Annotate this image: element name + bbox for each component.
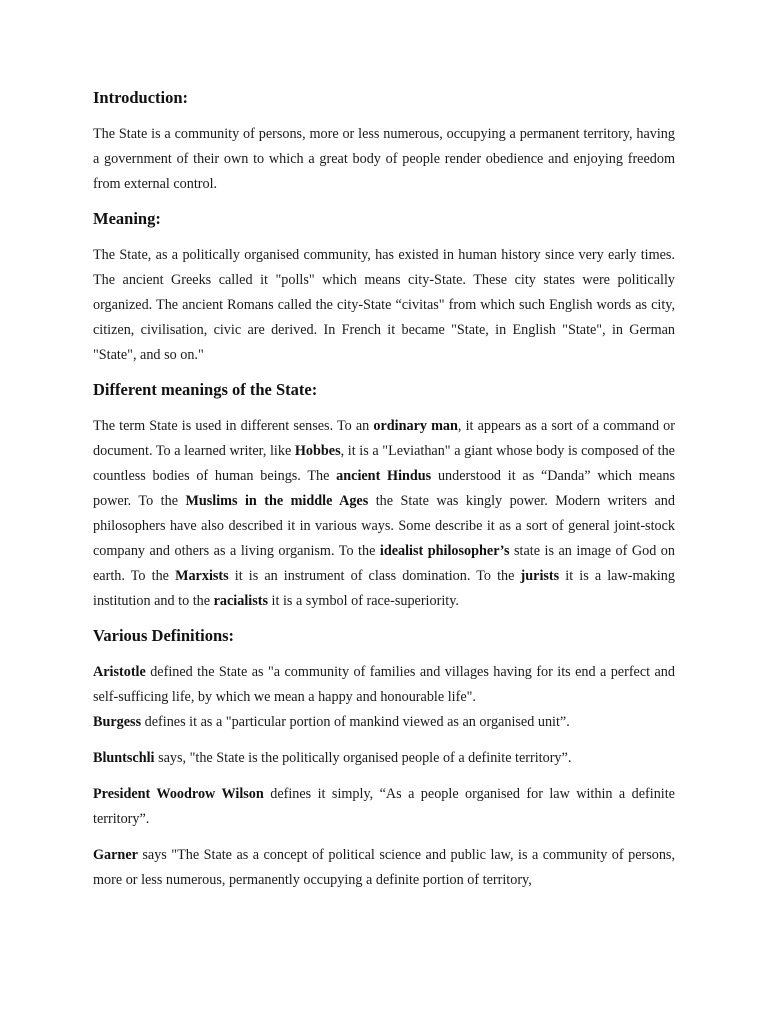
name-bluntschli: Bluntschli [93, 750, 155, 766]
term-hobbes: Hobbes [294, 443, 341, 459]
paragraph-different-meanings [93, 414, 675, 614]
term-ancient-hindus: ancient Hindus [336, 468, 432, 484]
text-run: says "The State as a concept of political science and public law, is a community of persons, more or less numerous, permanently occupying a definite portion of territory, [93, 847, 675, 888]
heading-meaning: Meaning: [93, 209, 161, 228]
definition-burgess [93, 710, 675, 735]
heading-different-meanings: Different meanings of the State: [93, 380, 318, 399]
heading-introduction: Introduction: [93, 88, 189, 107]
name-garner: Garner [93, 847, 138, 863]
name-woodrow-wilson: President Woodrow Wilson [93, 786, 264, 802]
term-jurists: jurists [520, 568, 560, 584]
term-racialists: racialists [213, 593, 268, 609]
text-run: the State was kingly power. Modern writers and philosophers have also described it in various ways. Some describe it as a sort of general joint-stock company and others as a living organism. To the [93, 493, 675, 559]
definition-aristotle [93, 660, 675, 710]
text-run: it is a law-making institution and to the [93, 568, 675, 609]
text-run: defined the State as "a community of families and villages having for its end a perfect and self-sufficing life, by which we mean a happy and honourable life". [93, 664, 675, 705]
text-run: defines it simply, “As a people organised for law within a definite territory”. [93, 786, 675, 827]
term-idealist-philosophers: idealist philosopher’s [379, 543, 510, 559]
paragraph-meaning: The State, as a politically organised community, has existed in human history since very early times. The ancient Greeks called it "polls" which means city-State. These city states were politically organized. The ancient Romans called the city-State “civitas" from which such English words as city, citizen, civilisation, civic are derived. In French it became "State, in English "State", in German "State", and so on." [93, 247, 675, 363]
text-run: understood it as “Danda” which means power. To the [93, 468, 675, 509]
text-run: defines it as a "particular portion of mankind viewed as an organised unit”. [141, 714, 570, 730]
definition-garner [93, 843, 675, 893]
name-aristotle: Aristotle [93, 664, 146, 680]
definition-wilson [93, 782, 675, 832]
text-run: , it is a "Leviathan" a giant whose body is composed of the countless bodies of human beings. The [93, 443, 675, 484]
name-burgess: Burgess [93, 714, 142, 730]
term-muslims-middle-ages: Muslims in the middle Ages [185, 493, 369, 509]
text-run: says, "the State is the politically organised people of a definite territory”. [154, 750, 572, 766]
paragraph-introduction: The State is a community of persons, more or less numerous, occupying a permanent territory, having a government of their own to which a great body of people render obedience and enjoying freedom from external control. [93, 126, 675, 192]
text-run: The term State is used in different senses. To an [93, 418, 374, 434]
term-marxists: Marxists [175, 568, 229, 584]
document-page [93, 84, 675, 893]
definition-bluntschli [93, 746, 675, 771]
heading-various-definitions: Various Definitions: [93, 626, 235, 645]
text-run: state is an image of God on earth. To the [93, 543, 675, 584]
text-run: it is an instrument of class domination. To the [228, 568, 521, 584]
term-ordinary-man: ordinary man [373, 418, 458, 434]
text-run: it is a symbol of race-superiority. [267, 593, 459, 609]
text-run: , it appears as a sort of a command or document. To a learned writer, like [93, 418, 676, 459]
